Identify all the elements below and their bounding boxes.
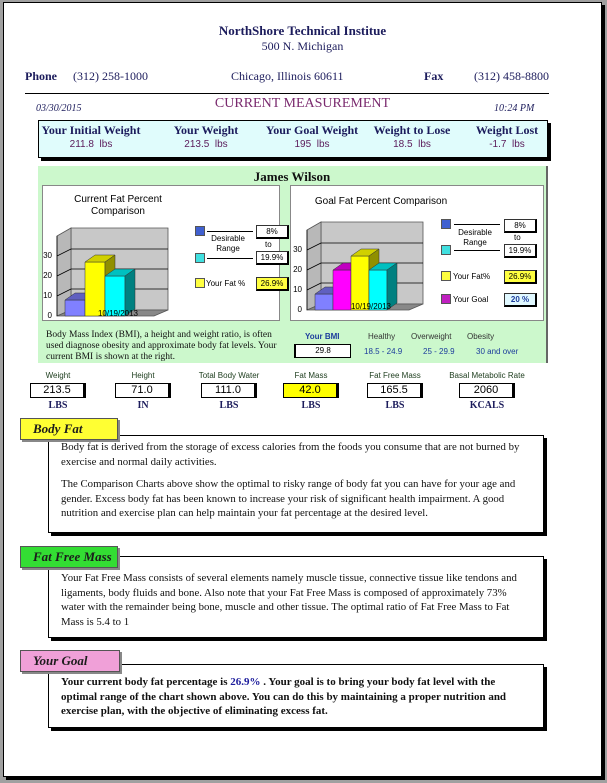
metric-height	[103, 371, 183, 411]
phone-label: Phone	[25, 69, 58, 83]
weight-goal	[257, 123, 367, 150]
range-to-label: to	[514, 233, 521, 242]
range-low-value: 8%	[256, 225, 289, 239]
metric-fat-free-mass	[355, 371, 435, 411]
current-fat-chart-panel	[42, 185, 284, 321]
desirable-range-label: Desirable Range	[458, 228, 492, 247]
healthy-label: Healthy	[368, 332, 396, 341]
metric-total-body-water	[189, 371, 269, 411]
report-title: CURRENT MEASUREMENT	[214, 96, 391, 111]
svg-text:10: 10	[293, 285, 302, 294]
range-high-value: 19.9%	[256, 251, 289, 265]
chart-x-label: 10/19/2013	[97, 309, 139, 318]
body-fat-tab: Body Fat	[20, 418, 118, 440]
svg-text:20: 20	[293, 265, 302, 274]
metric-value: 165.5	[367, 383, 423, 398]
metric-value: 42.0	[283, 383, 339, 398]
svg-text:0: 0	[47, 311, 52, 320]
metric-label: Height	[131, 371, 155, 380]
legend-swatch-your-fat	[195, 278, 205, 288]
metric-unit: IN	[137, 400, 149, 411]
your-fat-label: Your Fat %	[206, 279, 246, 288]
patient-name: James Wilson	[253, 169, 331, 184]
range-to-label: to	[265, 240, 272, 249]
metric-value: 213.5	[30, 383, 86, 398]
weight-label: Weight Lost	[475, 123, 539, 137]
svg-text:10: 10	[43, 291, 52, 300]
bmi-description: Body Mass Index (BMI), a height and weight ratio, is often used diagnose obesity and approximate body fat levels. Your current BMI is shown at the right.	[46, 330, 277, 362]
weight-label: Your Goal Weight	[265, 123, 359, 137]
report-page	[3, 2, 602, 777]
header-divider	[25, 93, 549, 94]
fat-free-mass-text: Your Fat Free Mass consists of several elements namely muscle tissue, connective tissue like tendons and ligaments, body fluids and bone. Also note that your Fat Free Mass is composed of approximately 73% water with the remainder being bone, muscle and other tissue. The optimal ratio of Fat Free Mass to Fat Mass is 5.4 to 1	[61, 572, 517, 628]
fat-comparison-panel	[38, 166, 548, 363]
metric-label: Weight	[45, 371, 71, 380]
metric-label: Basal Metabolic Rate	[449, 371, 525, 380]
fax-label: Fax	[424, 69, 444, 83]
weight-label: Your Initial Weight	[41, 123, 141, 137]
metric-fat-mass	[271, 371, 351, 411]
fax-number: (312) 458-8800	[474, 69, 549, 83]
metric-unit: LBS	[301, 400, 321, 411]
your-fat-value: 26.9%	[256, 277, 289, 291]
metric-weight	[18, 371, 98, 411]
current-chart-title: Current Fat Percent Comparison	[74, 194, 162, 217]
weight-value: 211.8	[69, 139, 94, 150]
your-goal-value: 20 %	[504, 293, 537, 307]
metric-label: Fat Mass	[294, 371, 328, 380]
your-bmi-value: 29.8	[294, 344, 351, 358]
weight-value: 18.5	[393, 139, 413, 150]
healthy-range: 18.5 - 24.9	[364, 347, 403, 356]
legend-swatch-your-goal	[441, 294, 451, 304]
desirable-range-label: Desirable Range	[211, 234, 245, 253]
weight-label: Weight to Lose	[373, 123, 451, 137]
metric-unit: KCALS	[469, 400, 505, 411]
goal-fat-bar-chart	[291, 214, 441, 314]
legend-swatch-high	[195, 253, 205, 263]
goal-fat-value: 26.9%	[230, 676, 261, 688]
goal-fat-chart-panel	[290, 185, 544, 321]
metric-value: 111.0	[201, 383, 257, 398]
legend-swatch-your-fat	[441, 271, 451, 281]
range-high-value: 19.9%	[504, 244, 537, 258]
weight-unit: lbs	[512, 139, 525, 150]
fat-free-mass-tab: Fat Free Mass	[20, 546, 118, 568]
org-name: NorthShore Technical Institue	[218, 23, 387, 38]
svg-text:30: 30	[43, 251, 52, 260]
overweight-label: Overweight	[411, 332, 452, 341]
body-fat-section	[48, 435, 544, 533]
svg-text:30: 30	[293, 245, 302, 254]
metric-unit: LBS	[219, 400, 239, 411]
range-low-value: 8%	[504, 219, 537, 233]
fat-free-mass-section	[48, 556, 544, 638]
metric-unit: LBS	[48, 400, 68, 411]
metric-value: 71.0	[115, 383, 171, 398]
weight-unit: lbs	[214, 139, 228, 150]
metric-label: Total Body Water	[198, 371, 260, 380]
your-goal-text: Your current body fat percentage is 26.9% . Your goal is to bring your body fat level with the optimal range of the chart shown above. You can do this by maintaining a proper nutrition and exercise plan, with the objective of eliminating excess fat.	[61, 676, 507, 717]
current-fat-bar-chart	[43, 220, 193, 320]
weight-initial	[39, 123, 143, 150]
overweight-range: 25 - 29.9	[423, 347, 455, 356]
weight-unit: lbs	[316, 139, 330, 150]
obesity-label: Obesity	[467, 332, 495, 341]
your-goal-label: Your Goal	[453, 295, 489, 304]
metric-value: 2060	[459, 383, 515, 398]
weight-label: Your Weight	[173, 123, 239, 137]
metric-basal-metabolic-rate	[442, 371, 532, 411]
weight-unit: lbs	[418, 139, 431, 150]
metric-label: Fat Free Mass	[369, 371, 421, 380]
weight-value: 213.5	[184, 139, 210, 150]
svg-text:0: 0	[297, 305, 302, 314]
your-fat-value: 26.9%	[504, 270, 537, 284]
report-time: 10:24 PM	[494, 103, 535, 114]
goal-chart-title: Goal Fat Percent Comparison	[314, 196, 448, 207]
city-line: Chicago, Illinois 60611	[231, 69, 344, 83]
weight-value: -1.7	[489, 139, 507, 150]
phone-number: (312) 258-1000	[73, 69, 148, 83]
obesity-range: 30 and over	[476, 347, 519, 356]
your-goal-section	[48, 664, 544, 728]
metric-unit: LBS	[385, 400, 405, 411]
weight-lost	[467, 123, 547, 150]
chart-x-label: 10/19/2013	[350, 302, 392, 311]
weights-summary	[38, 120, 548, 158]
weight-to-lose	[365, 123, 459, 150]
weight-current	[161, 123, 251, 150]
your-goal-tab: Your Goal	[20, 650, 120, 672]
weight-value: 195	[294, 139, 312, 150]
legend-swatch-high	[441, 245, 451, 255]
report-date: 03/30/2015	[36, 103, 82, 114]
body-fat-text: Body fat is derived from the storage of excess calories from the foods you consume that are not burned by exercise and normal daily activities. The Comparison Charts above show the optimal to risky range of body fat you can have for your age and gender. Excess body fat has been known to increase your risk of significant health impairment. A good nutrition and exercise plan can help maintain your fat percentage at the desired level.	[61, 441, 520, 519]
your-fat-label: Your Fat%	[453, 272, 491, 281]
weight-unit: lbs	[99, 139, 113, 150]
your-bmi-label: Your BMI	[305, 332, 340, 341]
svg-text:20: 20	[43, 271, 52, 280]
org-street: 500 N. Michigan	[261, 39, 344, 53]
